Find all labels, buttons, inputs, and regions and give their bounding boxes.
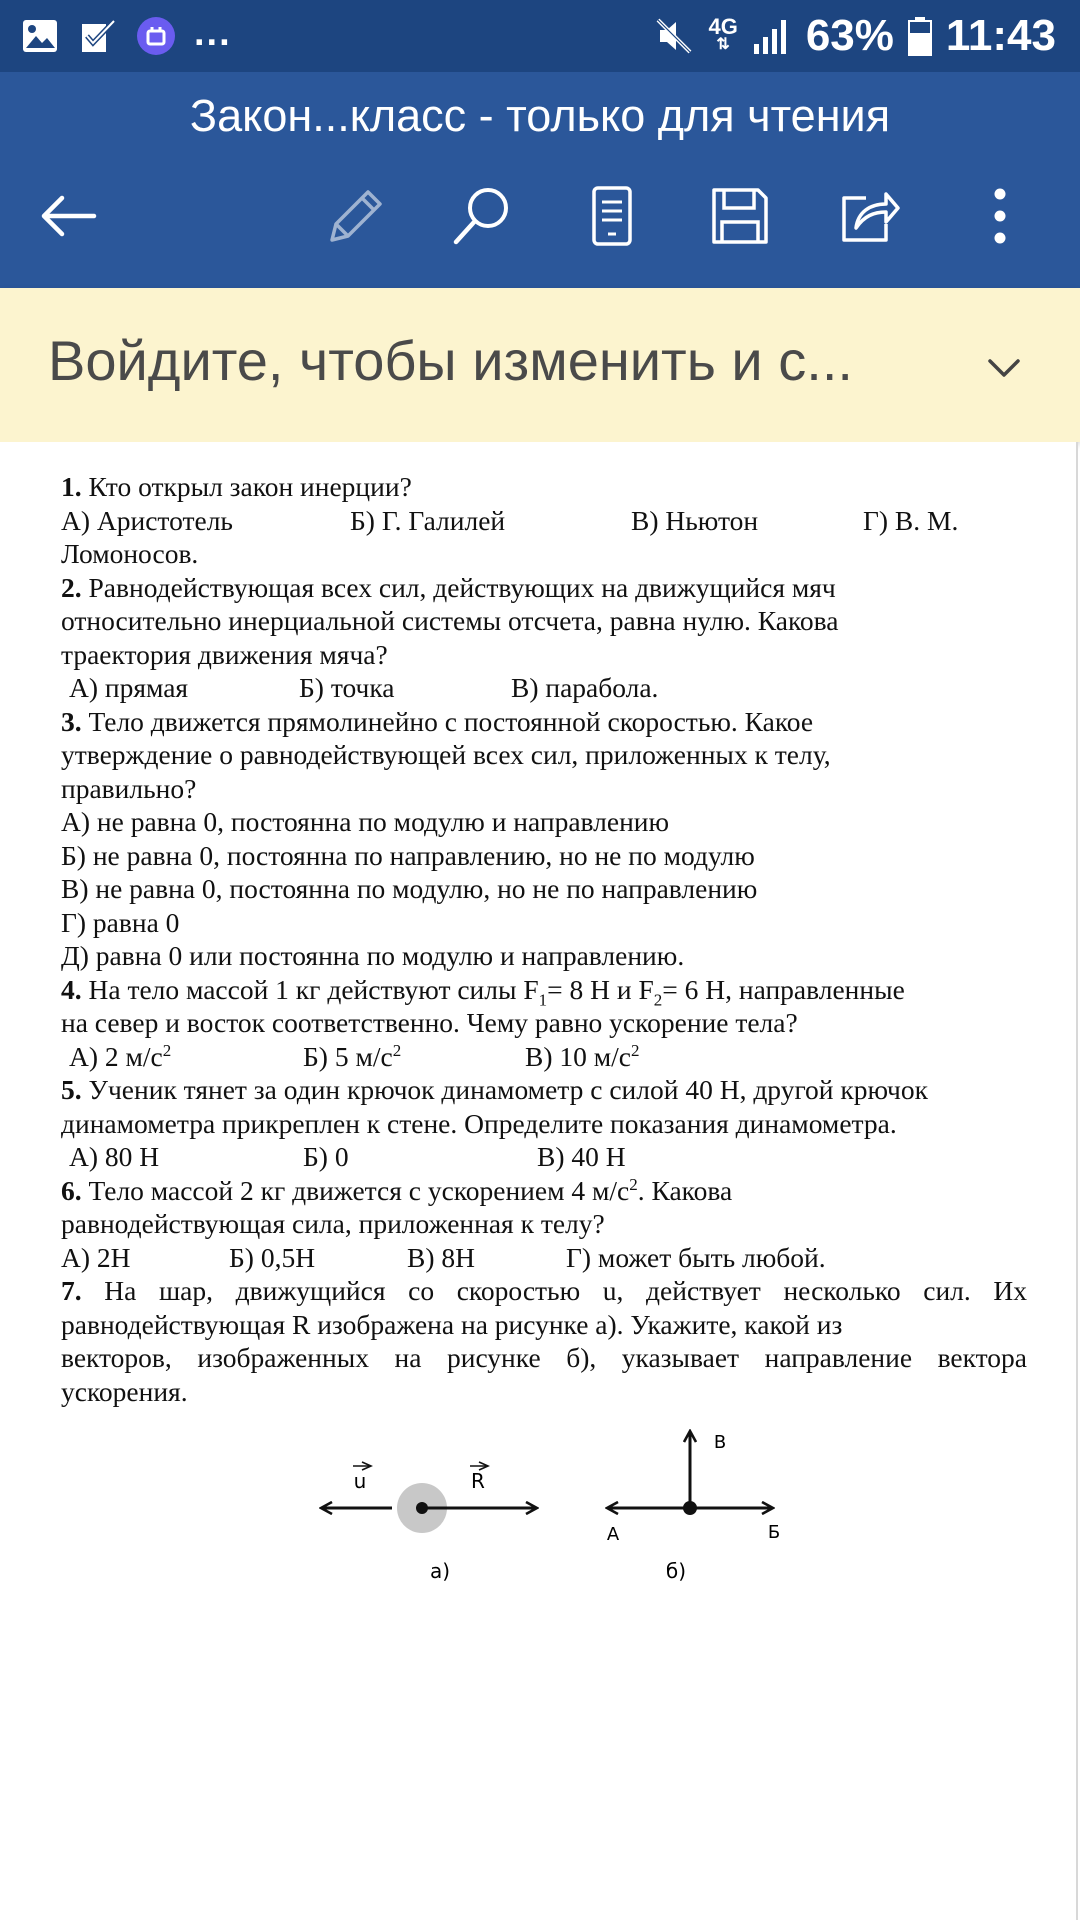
question-1: 1. Кто открыл закон инерции? (61, 471, 412, 502)
search-button[interactable] (442, 176, 522, 256)
save-icon (708, 184, 772, 248)
document-text: 1. Кто открыл закон инерции? А) Аристотель Б) Г. Галилей В) Ньютон Г) В. М. Ломоносов. 2. Равнодействующая всех сил, действующих на движущийся мяч относительно инерциальной системы отсчета, равна нулю. Какова траектория движения мяча? А) прямая Б) точка В) парабола. 3. Тело движется прямолинейно с постоянной скоростью. Какое утверждение о равнодействующей всех сил, приложенных к телу, правильно? А) не равна 0, постоянна по модулю и направлению Б) не равна 0, постоянна по направлению, но не по модулю В) не равна 0, постоянна по модулю, но не по направлению Г) равна 0 Д) равна 0 или постоянна по модулю и направлению. 4. На тело массой 1 кг действуют силы $F_1= 8$ Н и $F_2= 6$ Н, направленные на север и восток соответственно. Чему равно ускорение тела? А) 2 $м/с^2$ Б) 5 $м/с^2$ В) 10 $м/с^2$ 5. Ученик тянет за один крючок динамометр с силой 40 Н, другой крючок динамометра прикреплен к стене. Определите показания динамометра. А) 80 Н Б) 0 В) 40 Н 6. Тело массой 2 кг движется с ускорением 4 $м/с^2$. Какова равнодействующая сила, приложенная к телу? А) 2Н Б) 0,5Н В) 8Н Г) может быть любой. 7. На шар, движущийся со скоростью u, действует несколько сил. Их равнодействующая R изображена на рисунке а). Укажите, какой из векторов, изображенных на рисунке б), указывает направление вектора ускорения. (61, 471, 1027, 1407)
battery-percent: 63% (805, 11, 894, 60)
vector-figure (300, 1408, 800, 1598)
network-type: 4G ⇅ (708, 14, 738, 53)
figure-b (607, 1432, 780, 1583)
signal-icon (752, 16, 792, 56)
status-bar (0, 0, 1080, 72)
question-2: 2. Равнодействующая всех сил, действующих на движущийся мяч (61, 571, 836, 603)
more-notifications: ... (194, 11, 232, 54)
question-5: 5. Ученик тянет за один крючок динамометр с силой 40 Н, другой крючок (61, 1074, 928, 1105)
expand-banner-button[interactable] (968, 332, 1040, 404)
reading-view-button[interactable] (572, 176, 652, 256)
label-v: В (713, 1432, 727, 1453)
question-3: 3. Тело движется прямолинейно с постоянной скоростью. Какое (61, 705, 814, 737)
more-vertical-icon (985, 184, 1015, 248)
save-button[interactable] (700, 176, 780, 256)
more-options-button[interactable] (960, 176, 1040, 256)
answers-4: А) 2 $м/с^2$ Б) 5 $м/с^2$ В) 10 $м/с^2$ (69, 1040, 640, 1072)
battery-icon (908, 16, 932, 56)
question-4: 4. На тело массой 1 кг действуют силы $F_1= 8$ Н и $F_2= 6$ Н, направленные (61, 973, 905, 1009)
question-7: 7. На шар, движущийся со скоростью u, действует несколько сил. Их (61, 1275, 1027, 1306)
document-page[interactable] (0, 442, 1078, 1920)
edit-button[interactable] (314, 176, 394, 256)
chevron-down-icon (984, 348, 1024, 388)
answers-1: А) Аристотель Б) Г. Галилей В) Ньютон Г) В. М. (61, 504, 959, 536)
share-icon (836, 184, 900, 248)
clock: 11:43 (945, 11, 1056, 60)
answers-5: А) 80 Н Б) 0 В) 40 Н (69, 1141, 626, 1172)
search-icon (450, 184, 514, 248)
image-icon (20, 16, 60, 56)
caption-b: б) (665, 1559, 687, 1583)
mute-icon (654, 16, 694, 56)
answers-6: А) 2Н Б) 0,5Н В) 8Н Г) может быть любой. (61, 1241, 826, 1273)
answers-2: А) прямая Б) точка В) парабола. (69, 672, 659, 703)
velocity-label: u (353, 1469, 367, 1493)
resultant-label: R (471, 1469, 485, 1493)
mobile-view-icon (580, 184, 644, 248)
app-icon (136, 16, 176, 56)
app-bar (0, 72, 1080, 288)
label-a: А (606, 1524, 620, 1545)
figure-a (322, 1466, 536, 1583)
check-icon (78, 16, 118, 56)
pencil-icon (322, 184, 386, 248)
document-title: Закон...класс - только для чтения (189, 90, 891, 141)
sign-in-banner[interactable] (0, 288, 1080, 442)
question-6: 6. Тело массой 2 кг движется с ускорением 4 $м/с^2$. Какова (61, 1174, 733, 1206)
caption-a: а) (429, 1559, 451, 1583)
label-b: Б (767, 1522, 781, 1543)
share-button[interactable] (828, 176, 908, 256)
arrow-left-icon (36, 184, 100, 248)
sign-in-message: Войдите, чтобы изменить и с... (48, 329, 853, 392)
back-button[interactable] (28, 176, 108, 256)
